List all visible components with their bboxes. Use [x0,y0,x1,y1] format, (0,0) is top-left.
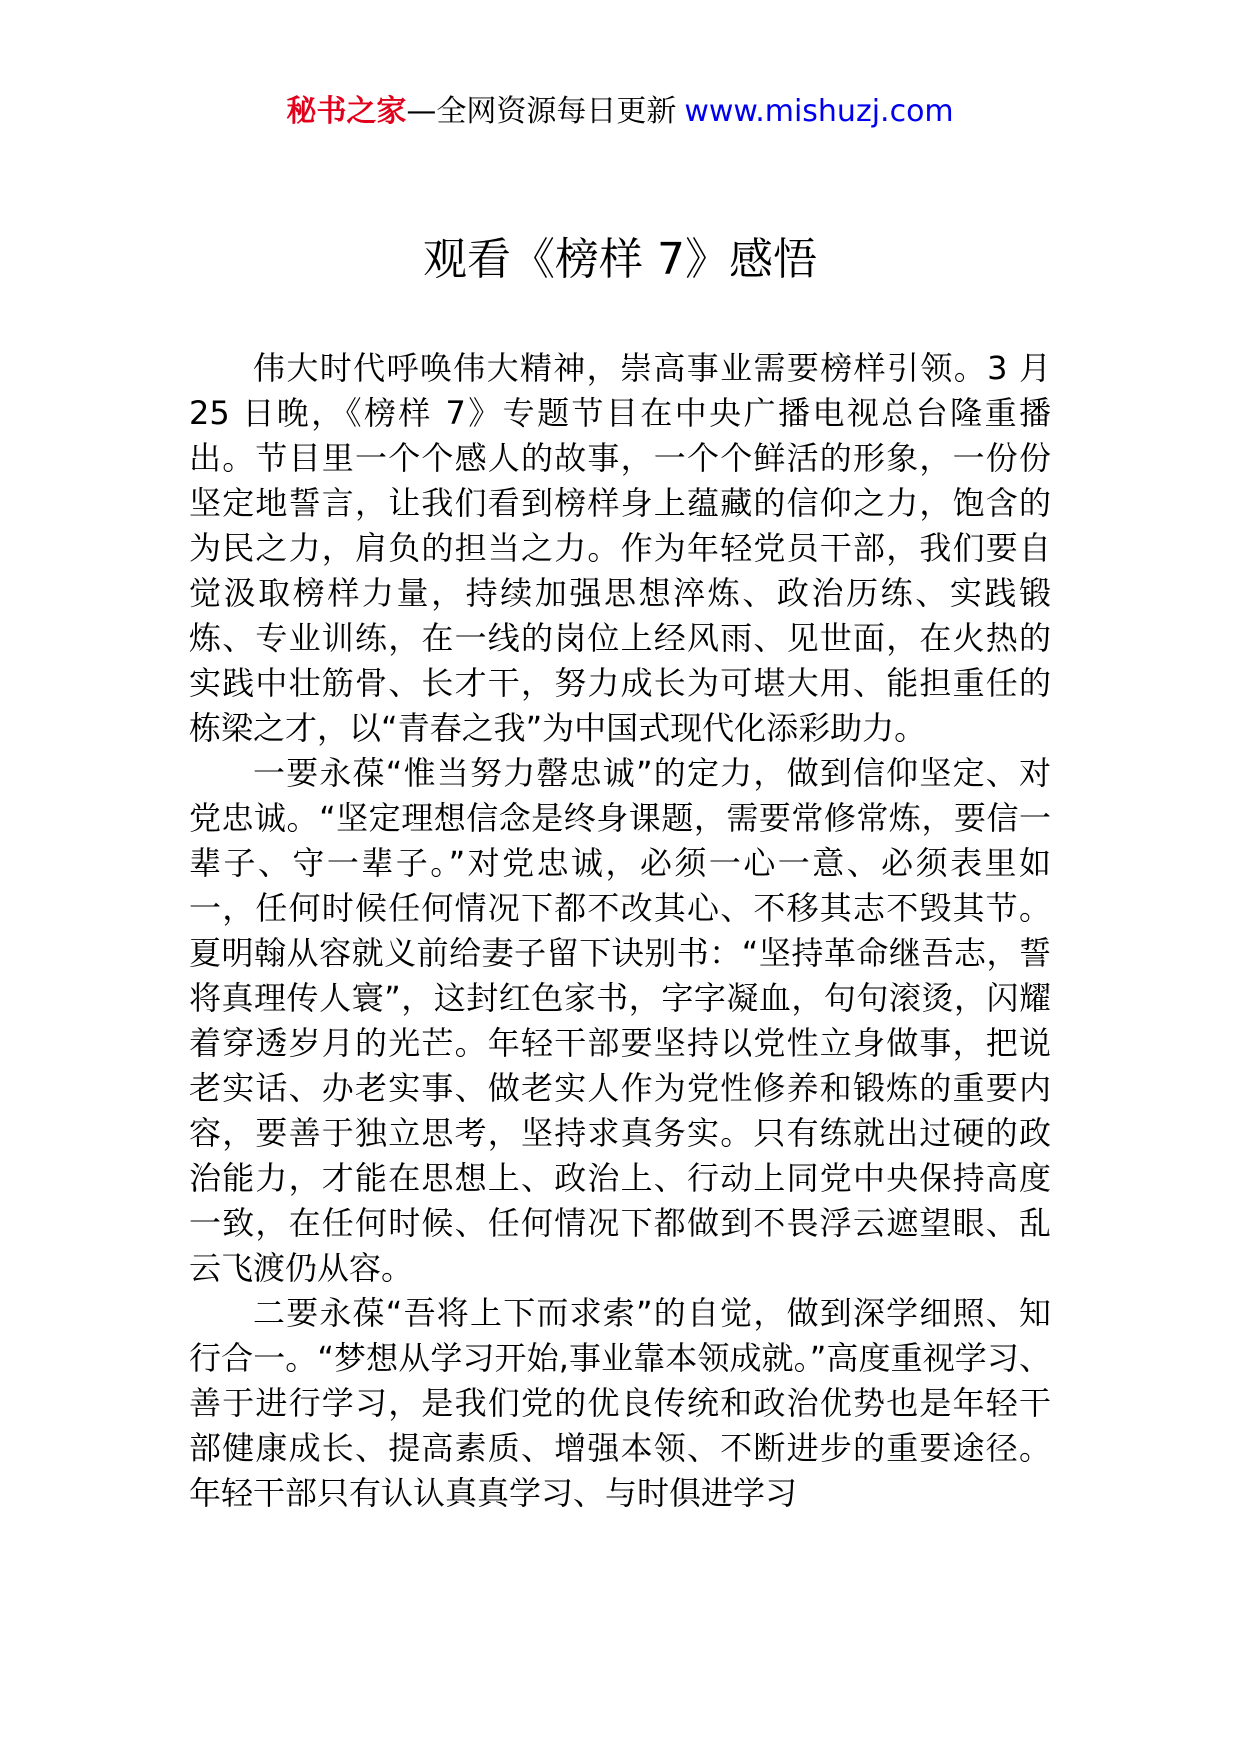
paragraph: 二要永葆“吾将上下而求索”的自觉，做到深学细照、知行合一。“梦想从学习开始,事业靠本领成就。”高度重视学习、善于进行学习，是我们党的优良传统和政治优势也是年轻干部健康成长、提高素质、增强本领、不断进步的重要途径。年轻干部只有认认真真学习、与时俱进学习 [189,1294,1051,1512]
site-brand: 秘书之家 [286,94,407,129]
document-body [189,346,1051,1516]
site-url-link[interactable]: www.mishuzj.com [684,94,954,129]
site-header [0,92,1240,132]
document-title: 观看《榜样 7》感悟 [423,234,817,285]
paragraph: 伟大时代呼唤伟大精神，崇高事业需要榜样引领。3 月 25 日晚，《榜样 7》专题节目在中央广播电视总台隆重播出。节目里一个个感人的故事，一个个鲜活的形象，一份份坚定地誓言，让我们看到榜样身上蕴藏的信仰之力，饱含的为民之力，肩负的担当之力。作为年轻党员干部，我们要自觉汲取榜样力量，持续加强思想淬炼、政治历练、实践锻炼、专业训练，在一线的岗位上经风雨、见世面，在火热的实践中壮筋骨、长才干，努力成长为可堪大用、能担重任的栋梁之才，以“青春之我”为中国式现代化添彩助力。 [189,349,1051,747]
paragraph: 一要永葆“惟当努力罄忠诚”的定力，做到信仰坚定、对党忠诚。“坚定理想信念是终身课题，需要常修常炼，要信一辈子、守一辈子。”对党忠诚，必须一心一意、必须表里如一，任何时候任何情况下都不改其心、不移其志不毁其节。夏明翰从容就义前给妻子留下诀别书：“坚持革命继吾志，誓将真理传人寰”，这封红色家书，字字凝血，句句滚烫，闪耀着穿透岁月的光芒。年轻干部要坚持以党性立身做事，把说老实话、办老实事、做老实人作为党性修养和锻炼的重要内容，要善于独立思考，坚持求真务实。只有练就出过硬的政治能力，才能在思想上、政治上、行动上同党中央保持高度一致，在任何时候、任何情况下都做到不畏浮云遮望眼、乱云飞渡仍从容。 [189,754,1051,1287]
site-tagline: —全网资源每日更新 [406,94,677,129]
